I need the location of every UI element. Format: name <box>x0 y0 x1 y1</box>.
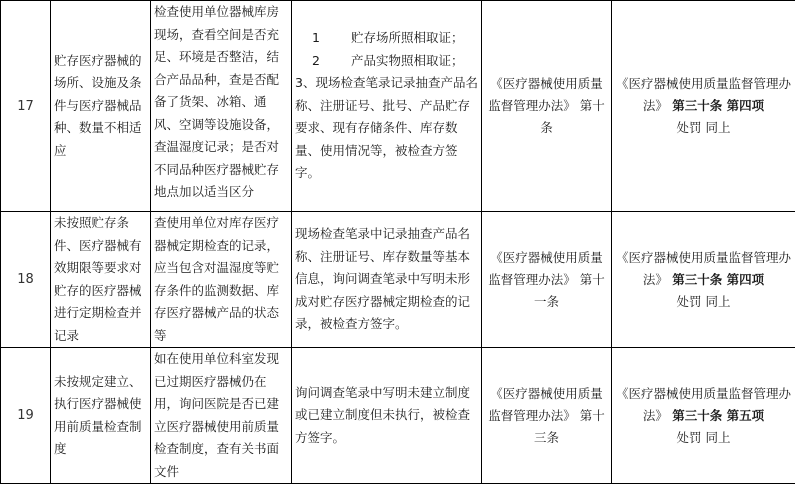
evidence-cell <box>292 1 482 212</box>
evidence-item: 2 产品实物照相取证； <box>295 50 479 73</box>
penalty-cell <box>612 212 795 348</box>
penalty-law: 《医疗器械使用质量监督管理办法》 第三十条 第四项 <box>616 73 791 117</box>
penalty-law: 《医疗器械使用质量监督管理办法》 第三十条 第四项 <box>616 247 791 291</box>
evidence-text: 现场检查笔录中记录抽查产品名称、注册证号、库存数量等基本信息，询问调查笔录中写明未形成对贮存医疗器械定期检查的记录，被检查方签字。 <box>292 212 482 348</box>
table-row <box>1 1 795 212</box>
check-method: 如在使用单位科室发现已过期医疗器械仍在用，询问医院是否已建立医疗器械使用前质量检查制度，查有关书面文件 <box>151 348 292 484</box>
legal-basis: 《医疗器械使用质量监督管理办法》 第十条 <box>482 1 612 212</box>
violation-item: 未按照贮存条件、医疗器械有效期限等要求对贮存的医疗器械进行定期检查并记录 <box>51 212 151 348</box>
legal-basis: 《医疗器械使用质量监督管理办法》 第十一条 <box>482 212 612 348</box>
row-number: 17 <box>1 1 51 212</box>
penalty-cell <box>612 1 795 212</box>
check-method: 查使用单位对库存医疗器械定期检查的记录，应当包含对温湿度等贮存条件的监测数据、库存医疗器械产品的状态等 <box>151 212 292 348</box>
check-method: 检查使用单位器械库房现场，查看空间是否充足、环境是否整洁，结合产品品种，查是否配备了货架、冰箱、通风、空调等设施设备，查温湿度记录；是否对不同品种医疗器械贮存地点加以适当区分 <box>151 1 292 212</box>
table-row <box>1 348 795 484</box>
evidence-item: 1 贮存场所照相取证； <box>295 27 479 50</box>
row-number: 18 <box>1 212 51 348</box>
penalty-law: 《医疗器械使用质量监督管理办法》 第三十条 第五项 <box>616 383 791 427</box>
row-number: 19 <box>1 348 51 484</box>
legal-basis: 《医疗器械使用质量监督管理办法》 第十三条 <box>482 348 612 484</box>
table-row <box>1 212 795 348</box>
penalty-note: 处罚 同上 <box>616 291 791 313</box>
violation-item: 未按规定建立、执行医疗器械使用前质量检查制度 <box>51 348 151 484</box>
violation-item: 贮存医疗器械的场所、设施及条件与医疗器械品种、数量不相适应 <box>51 1 151 212</box>
penalty-note: 处罚 同上 <box>616 117 791 139</box>
penalty-cell <box>612 348 795 484</box>
evidence-text: 3、现场检查笔录记录抽查产品名称、注册证号、批号、产品贮存要求、现有存储条件、库存数量、使用情况等，被检查方签字。 <box>295 75 478 180</box>
evidence-text: 询问调查笔录中写明未建立制度或已建立制度但未执行，被检查方签字。 <box>292 348 482 484</box>
penalty-note: 处罚 同上 <box>616 427 791 449</box>
